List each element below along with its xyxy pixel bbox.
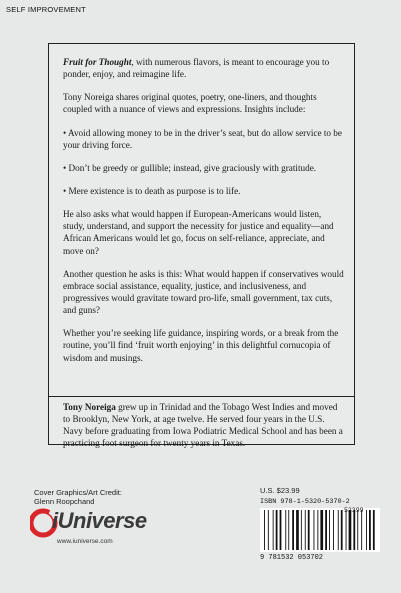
isbn: ISBN 978-1-5320-5370-2 (260, 498, 350, 506)
ean-digits: 9 781532 053702 (260, 554, 324, 562)
barcode-icon (260, 508, 380, 552)
question-paragraph-1: He also asks what would happen if European-Americans would listen, study, understand, and support the necessity for justice and equality—and African Americans would let go, focus on self-reliance, appreciate, and move on? (63, 209, 334, 256)
bullet-1: • Avoid allowing money to be in the driver’s seat, but do allow service to be your driving force. (63, 127, 342, 150)
author-name: Tony Noreiga (63, 402, 116, 412)
art-credit-name: Glenn Roopchand (34, 497, 95, 507)
author-bio (63, 401, 344, 450)
closing-paragraph: Whether you’re seeking life guidance, inspiring words, or a break from the routine, you’ll find ‘fruit worth enjoying’ in this delightful cornucopia of wisdom and musings. (63, 328, 339, 363)
description-box (48, 43, 355, 449)
intro-paragraph (63, 56, 344, 80)
publisher-logo (30, 508, 170, 554)
insights-paragraph: Tony Noreiga shares original quotes, poetry, one-liners, and thoughts coupled with a nuance of views and expressions. Insights include: (63, 92, 317, 115)
book-title: Fruit for Thought (63, 57, 132, 67)
intro-text: , with numerous flavors, is meant to encourage you to ponder, enjoy, and reimagine life. (63, 57, 330, 80)
art-credit-label: Cover Graphics/Art Credit: (34, 488, 122, 497)
publisher-name: iUniverse (52, 508, 147, 533)
question-paragraph-2: Another question he asks is this: What would happen if conservatives would embrace social assistance, equality, justice, and inclusiveness, and progressives would gravitate toward pro-life, small government, tax cuts, and guns? (63, 268, 344, 316)
blurb (63, 56, 344, 375)
bullet-3: • Mere existence is to death as purpose is to life. (63, 185, 241, 196)
author-bio-text: grew up in Trinidad and the Tobago West Indies and moved to Brooklyn, New York, at age twelve. He served four years in the U.S. Navy before graduating from Iowa Podiatric Medical School and has been a practicing foot surgeon for twenty years in Texas. (63, 402, 343, 449)
publisher-url: www.iuniverse.com (57, 538, 113, 545)
addon-code: 52399 (344, 507, 364, 514)
price: U.S. $23.99 (260, 486, 300, 495)
category-label: SELF IMPROVEMENT (6, 5, 86, 14)
bullet-2: • Don’t be greedy or gullible; instead, give graciously with gratitude. (63, 162, 317, 173)
art-credit (34, 488, 122, 507)
divider (49, 396, 354, 397)
